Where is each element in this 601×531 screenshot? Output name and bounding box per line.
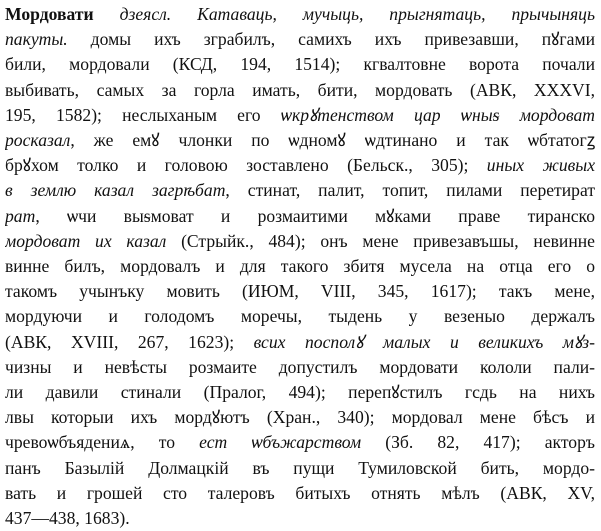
line-text: брꙋхом толко и головою зоставлено (Бельск., 305);: [5, 155, 487, 176]
entry-line: [5, 2, 595, 27]
entry-line: [5, 405, 595, 430]
line-text: винне билъ, мордовалъ и для такого збитя мусела на отца его о: [5, 256, 595, 277]
line-text: ли давили стинали (Пралог, 494); перепꙋстилъ гсдь на нихъ: [5, 382, 595, 403]
line-text: чизны и невѣсты розмаите допустилъ мордовати кололи пали-: [5, 356, 595, 377]
line-text: , стинат, палит, топит, пилами перетират: [225, 180, 595, 201]
line-text: (Стрыйк., 484); онъ мене привезавъшы, невинне: [166, 230, 595, 251]
italic-text: росказал: [5, 130, 71, 151]
italic-text: мордоват их казал: [5, 230, 167, 251]
italic-text: всих посполꙋ малых и великихъ мꙋз-: [253, 331, 595, 352]
line-text: такомъ учынъку мовить (ИЮМ, VIII, 345, 1617); такъ мене,: [5, 281, 595, 302]
italic-text: ест ѡбъжарством: [199, 432, 362, 453]
entry-line: [5, 254, 595, 279]
entry-line: [5, 380, 595, 405]
entry-line: [5, 506, 595, 531]
entry-line: [5, 229, 595, 254]
dictionary-entry: [5, 2, 595, 531]
line-text: (АВК, XVIII, 267, 1623);: [5, 331, 254, 352]
italic-text: ѡкрꙋтенством цар ѡныᵴ мордоват: [280, 104, 595, 125]
line-text: (Зб. 82, 417); акторъ: [361, 432, 595, 453]
entry-line: [5, 279, 595, 304]
line-text: домы ихъ зграбилъ, самихъ ихъ привезавши, пꙋгами: [67, 29, 595, 50]
entry-line: [5, 78, 595, 103]
italic-text: дзеясл. Катаваць, мучыць, прыгнятаць, прычыняць: [119, 4, 595, 24]
entry-line: [5, 330, 595, 355]
entry-line: [5, 481, 595, 506]
entry-line: [5, 456, 595, 481]
line-text: , же емꙋ члонки по ѡдномꙋ ѡдтинано и так ѡбтатогꙁ: [70, 130, 595, 151]
line-text: чревоѡбъядениѧ, то: [5, 432, 200, 453]
entry-line: [5, 153, 595, 178]
line-text: 437—438, 1683).: [5, 508, 130, 529]
line-text: , ѡчи выᵴмоват и розмаитими мꙋками праве тиранско: [35, 205, 595, 226]
italic-text: в землю казал загрѣбат: [5, 180, 226, 201]
entry-line: [5, 27, 595, 52]
line-text: били, мордовали (КСД, 194, 1514); кгвалтовне ворота почали: [5, 54, 595, 75]
line-text: [94, 4, 120, 24]
italic-text: иных живых: [486, 155, 595, 176]
entry-line: [5, 52, 595, 77]
line-text: вать и грошей сто талеровъ битыхъ отнять мѣлъ (АВК, XV,: [5, 482, 595, 503]
italic-text: рат: [5, 205, 36, 226]
entry-line: [5, 103, 595, 128]
entry-line: [5, 304, 595, 329]
line-text: панъ Базылій Долмацкій въ пущи Тумиловской бить, мордо-: [5, 457, 595, 478]
entry-line: [5, 178, 595, 203]
line-text: 195, 1582); неслыханым его: [5, 104, 281, 125]
entry-line: [5, 355, 595, 380]
line-text: лвы которыи ихъ мордꙋютъ (Хран., 340); мордовал мене бѣсъ и: [5, 407, 595, 428]
headword: Мордовати: [5, 4, 94, 24]
italic-text: пакуты.: [5, 29, 68, 50]
entry-line: [5, 430, 595, 455]
line-text: выбивать, самых за горла имать, бити, мордовать (АВК, XXXVI,: [5, 79, 595, 100]
line-text: мордуючи и голодомъ моречы, тыдень у везеныо держалъ: [5, 306, 595, 327]
entry-line: [5, 128, 595, 153]
entry-line: [5, 204, 595, 229]
